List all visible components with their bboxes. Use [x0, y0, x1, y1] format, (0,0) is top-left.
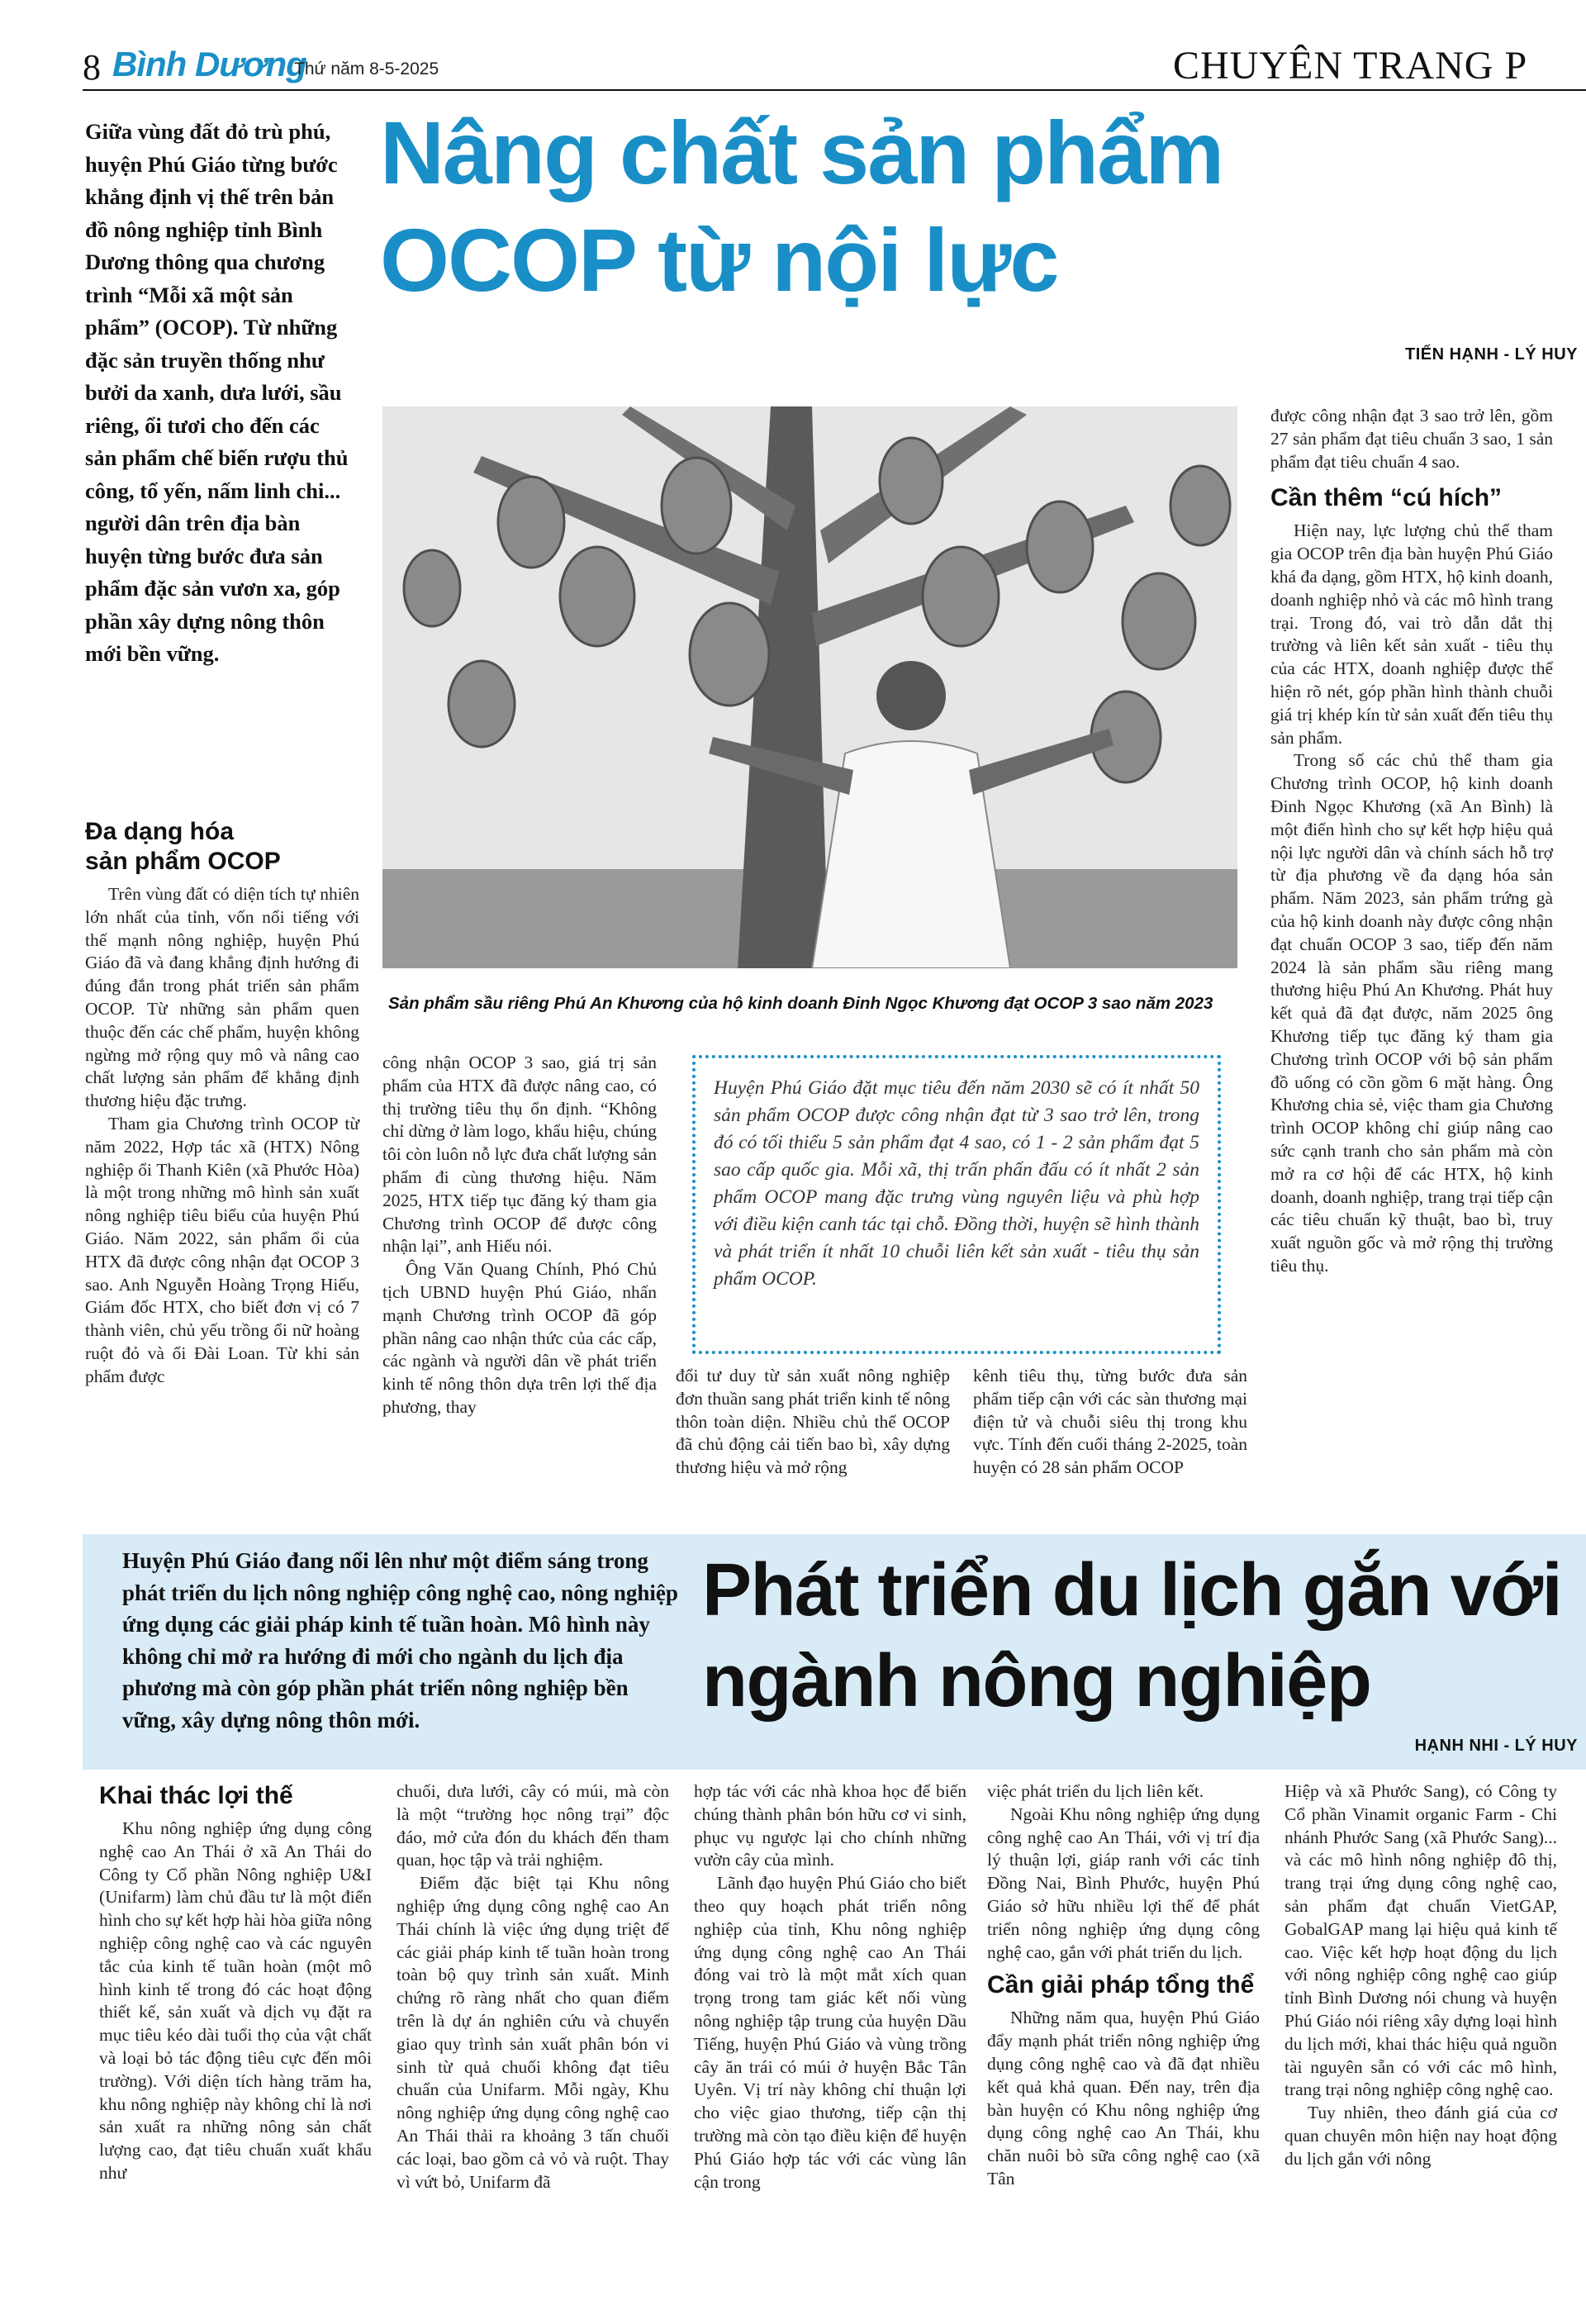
durian-orchard-illustration: [382, 406, 1237, 968]
article1-col3-paragraph-1: đổi tư duy từ sản xuất nông nghiệp đơn thuần sang phát triển kinh tế nông thôn toàn diện. Nhiều chủ thể OCOP đã chủ động cải tiến bao bì, xây dựng thương hiệu và mở rộng: [676, 1366, 950, 1478]
article2-col5-paragraph-2: Tuy nhiên, theo đánh giá của cơ quan chuyên môn hiện nay hoạt động du lịch gắn với nông: [1284, 2103, 1557, 2169]
article2-subhead-1: Khai thác lợi thế: [99, 1782, 293, 1809]
article1-subhead-2: Cần thêm “cú hích”: [1270, 484, 1503, 512]
article2-column-4: [987, 1780, 1260, 2191]
article1-title: [380, 99, 1536, 314]
article1-lead: Giữa vùng đất đỏ trù phú, huyện Phú Giáo từng bước khẳng định vị thế trên bản đồ nông nghiệp tỉnh Bình Dương thông qua chương trình “Mỗi xã một sản phẩm” (OCOP). Từ những đặc sản truyền thống như bưởi da xanh, dưa lưới, sầu riêng, ổi tươi cho đến các sản phẩm chế biến rượu thủ công, tổ yến, nấm linh chi... người dân trên địa bàn huyện từng bước đưa sản phẩm đặc sản vươn xa, góp phần xây dựng nông thôn mới bền vững.: [85, 119, 349, 666]
article1-photo-caption: Sản phẩm sầu riêng Phú An Khương của hộ kinh doanh Đinh Ngọc Khương đạt OCOP 3 sao năm 2023: [388, 994, 1213, 1013]
article2-lead-box: [122, 1545, 684, 1736]
article1-title-line2: OCOP từ nội lực: [380, 210, 1058, 310]
article1-subhead-1-line2: sản phẩm OCOP: [85, 848, 281, 875]
article2-column-2: [396, 1780, 669, 2193]
article2-lead: Huyện Phú Giáo đang nổi lên như một điểm sáng trong phát triển du lịch nông nghiệp công nghệ cao, nông nghiệp ứng dụng các giải pháp kinh tế tuần hoàn. Mô hình này không chỉ mở ra hướng đi mới cho ngành du lịch địa phương mà còn góp phần phát triển nông nghiệp bền vững, xây dựng nông thôn mới.: [122, 1548, 678, 1732]
article1-col2-paragraph-2: Ông Văn Quang Chính, Phó Chủ tịch UBND huyện Phú Giáo, nhấn mạnh Chương trình OCOP đã góp phần nâng cao nhận thức của các cấp, các ngành và người dân về phát triển kinh tế nông thôn dựa trên lợi thế địa phương, thay: [382, 1259, 657, 1417]
article1-col1-paragraph-2: Tham gia Chương trình OCOP từ năm 2022, Hợp tác xã (HTX) Nông nghiệp ổi Thanh Kiên (xã Phước Hòa) là một trong những mô hình sản xuất nông nghiệp tiêu biểu của huyện Phú Giáo. Năm 2022, sản phẩm ổi của HTX đã được công nhận đạt OCOP 3 sao. Anh Nguyễn Hoàng Trọng Hiếu, Giám đốc HTX, cho biết đơn vị có 7 thành viên, chủ yếu trồng ổi nữ hoàng ruột đỏ và ổi Đài Loan. Từ khi sản phẩm được: [85, 1113, 359, 1386]
article1-col5-paragraph-1: được công nhận đạt 3 sao trở lên, gồm 27 sản phẩm đạt tiêu chuẩn 3 sao, 1 sản phẩm đạt tiêu chuẩn 4 sao.: [1270, 406, 1553, 472]
article1-col1-paragraph-1: Trên vùng đất có diện tích tự nhiên lớn nhất của tỉnh, vốn nổi tiếng với thế mạnh nông nghiệp, huyện Phú Giáo đã và đang khẳng định hướng đi đúng đắn trong phát triển sản phẩm OCOP. Từ những sản phẩm quen thuộc đến các chế phẩm, huyện không ngừng mở rộng quy mô và nâng cao chất lượng sản phẩm để khẳng định thương hiệu đặc trưng.: [85, 884, 359, 1111]
article2-col5-paragraph-1: Hiệp và xã Phước Sang), có Công ty Cổ phần Vinamit organic Farm - Chi nhánh Phước Sang (xã Phước Sang)... và các mô hình nông nghiệp đô thị, trang trại ứng dụng công nghệ cao, sản phẩm đạt chuẩn VietGAP, GobalGAP mang lại hiệu quả kinh tế cao. Việc kết hợp hoạt động du lịch với nông nghiệp công nghệ cao giúp tỉnh Bình Dương nói chung và huyện Phú Giáo nói riêng xây dựng loại hình du lịch mới, khai thác hiệu quả nguồn tài nguyên sẵn có với các mô hình, trang trại nông nghiệp công nghệ cao.: [1284, 1781, 1557, 2100]
article2-col4-paragraph-1: việc phát triển du lịch liên kết.: [987, 1781, 1204, 1801]
article2-col2-paragraph-2: Điểm đặc biệt tại Khu nông nghiệp ứng dụng công nghệ cao An Thái chính là việc ứng dụng triệt để các giải pháp kinh tế tuần hoàn trong toàn bộ quy trình sản xuất. Minh chứng rõ ràng nhất cho quan điểm trên là dự án nghiên cứu và chuyển giao quy trình sản xuất phân bón vi sinh từ quả chuối không đạt tiêu chuẩn của Unifarm. Mỗi ngày, Khu nông nghiệp ứng dụng công nghệ cao An Thái thải ra khoảng 3 tấn chuối các loại, bao gồm cả vỏ và ruột. Thay vì vứt bỏ, Unifarm đã: [396, 1873, 669, 2192]
article2-title-line2: ngành nông nghiệp: [702, 1640, 1371, 1723]
article1-col4-paragraph-1: kênh tiêu thụ, từng bước đưa sản phẩm tiếp cận với các sàn thương mại điện tử và chuỗi siêu thị trong khu vực. Tính đến cuối tháng 2-2025, toàn huyện có 28 sản phẩm OCOP: [973, 1366, 1247, 1478]
paper-logo: Bình Dương: [112, 45, 306, 83]
article1-col2-paragraph-1: công nhận OCOP 3 sao, giá trị sản phẩm của HTX đã được nâng cao, có thị trường tiêu thụ ổn định. “Không chỉ dừng ở làm logo, khẩu hiệu, chúng tôi còn luôn nỗ lực đưa chất lượng sản phẩm đi cùng thương hiệu. Năm 2025, HTX tiếp tục đăng ký tham gia Chương trình OCOP để được công nhận lại”, anh Hiếu nói.: [382, 1053, 657, 1257]
article2-column-3: [694, 1780, 966, 2193]
header-rule: [83, 89, 1586, 91]
article1-col5-paragraph-2: Hiện nay, lực lượng chủ thể tham gia OCOP trên địa bàn huyện Phú Giáo khá đa dạng, gồm HTX, hộ kinh doanh, doanh nghiệp nhỏ và các mô hình trang trại. Trong đó, vai trò dẫn dắt thị trường và liên kết sản xuất - tiêu thụ của các HTX, doanh nghiệp được thể hiện rõ nét, góp phần hình thành chuỗi giá trị khép kín từ sản xuất đến tiêu thụ sản phẩm.: [1270, 520, 1553, 748]
article1-column-5: [1270, 405, 1553, 1278]
article2-col4-paragraph-2: Ngoài Khu nông nghiệp ứng dụng công nghệ cao An Thái, với vị trí địa lý thuận lợi, giáp ranh với các tỉnh Đồng Nai, Bình Phước, huyện Phú Giáo sở hữu nhiều lợi thế để phát triển nông nghiệp ứng dụng công nghệ cao, gắn với phát triển du lịch.: [987, 1804, 1260, 1962]
article2-col3-paragraph-1: hợp tác với các nhà khoa học để biến chúng thành phân bón hữu cơ vi sinh, phục vụ ngược lại cho chính những vườn cây của mình.: [694, 1781, 966, 1870]
article1-col5-paragraph-3: Trong số các chủ thể tham gia Chương trình OCOP, hộ kinh doanh Đinh Ngọc Khương (xã An Bình) là một điển hình cho sự kết hợp hiệu quả nội lực người dân và chính sách hỗ trợ từ địa phương về đa dạng hóa sản phẩm. Năm 2023, sản phẩm trứng gà của hộ kinh doanh này được công nhận đạt chuẩn OCOP 3 sao, tiếp đến năm 2024 là sản phẩm sầu riêng mang thương hiệu Phú An Khương. Phát huy kết quả đã đạt được, năm 2025 ông Khương tiếp tục đăng ký tham gia Chương trình OCOP với bộ sản phẩm đồ uống có cồn gồm 6 mặt hàng. Ông Khương chia sẻ, việc tham gia Chương trình OCOP không chỉ giúp nâng cao sức cạnh tranh cho sản phẩm mà còn mở ra cơ hội để các HTX, hộ kinh doanh, doanh nghiệp, trang trại tiếp cận các tiêu chuẩn kỹ thuật, bao bì, truy xuất nguồn gốc và mở rộng thị trường tiêu thụ.: [1270, 750, 1553, 1276]
issue-date: Thứ năm 8-5-2025: [294, 59, 439, 78]
article2-title-line1: Phát triển du lịch gắn với: [702, 1549, 1562, 1632]
article1-column-1: [85, 812, 359, 1389]
article1-quote-text: Huyện Phú Giáo đặt mục tiêu đến năm 2030 sẽ có ít nhất 50 sản phẩm OCOP được công nhận đạt từ 3 sao trở lên, trong đó có tối thiểu 5 sản phẩm đạt 4 sao, có 1 - 2 sản phẩm đạt 5 sao cấp quốc gia. Mỗi xã, thị trấn phấn đấu có ít nhất 2 sản phẩm OCOP mang đặc trưng vùng nguyên liệu và phù hợp với điều kiện canh tác tại chỗ. Đồng thời, huyện sẽ hình thành và phát triển ít nhất 10 chuỗi liên kết sản xuất - tiêu thụ sản phẩm OCOP.: [714, 1077, 1199, 1290]
article2-title: [702, 1545, 1578, 1727]
article1-lead-column: [85, 116, 355, 671]
article1-column-4: [973, 1365, 1247, 1480]
article2-col4-paragraph-3: Những năm qua, huyện Phú Giáo đẩy mạnh phát triển nông nghiệp ứng dụng công nghệ cao và đã đạt nhiều kết quả khả quan. Đến nay, trên địa bàn huyện có Khu nông nghiệp ứng dụng công nghệ cao An Thái, khu chăn nuôi bò sữa công nghệ cao (xã Tân: [987, 2008, 1260, 2189]
article2-subhead-2: Cần giải pháp tổng thể: [987, 1971, 1255, 1999]
page-header: [83, 41, 1586, 91]
article1-quote-box: [692, 1055, 1221, 1354]
article2-col2-paragraph-1: chuối, dưa lưới, cây có múi, mà còn là một “trường học nông trại” độc đáo, mở cửa đón du khách đến tham quan, học tập và trải nghiệm.: [396, 1781, 669, 1870]
article1-subhead-1-line1: Đa dạng hóa: [85, 818, 235, 845]
article1-byline: TIẾN HẠNH - LÝ HUY: [1405, 345, 1578, 364]
article2-col1-paragraph-1: Khu nông nghiệp ứng dụng công nghệ cao An Thái ở xã An Thái do Công ty Cổ phần Nông nghiệp U&I (Unifarm) làm chủ đầu tư là một điển hình cho sự kết hợp hài hòa giữa nông nghiệp công nghệ cao và các nguyên tắc của kinh tế tuần hoàn (một mô hình kinh tế trong đó các hoạt động thiết kế, sản xuất và dịch vụ đặt ra mục tiêu kéo dài tuổi thọ của vật chất và loại bỏ tác động tiêu cực đến môi trường). Với diện tích hàng trăm ha, khu nông nghiệp này không chỉ là nơi sản xuất ra những nông sản chất lượng cao, đạt tiêu chuẩn xuất khẩu như: [99, 1818, 372, 2183]
article1-photo: [382, 406, 1237, 968]
article1-column-2: [382, 1052, 657, 1419]
article2-column-1: [99, 1776, 372, 2185]
article2-byline: HẠNH NHI - LÝ HUY: [1414, 1737, 1578, 1755]
article1-column-3: [676, 1365, 950, 1480]
page-number: 8: [83, 47, 101, 88]
article2-col3-paragraph-2: Lãnh đạo huyện Phú Giáo cho biết theo quy hoạch phát triển nông nghiệp của tỉnh, Khu nông nghiệp ứng dụng công nghệ cao An Thái đóng vai trò là một mắt xích quan trọng trong tam giác kết nối vùng nông nghiệp tập trung của huyện Dầu Tiếng, huyện Phú Giáo và vùng trồng cây ăn trái có múi ở huyện Bắc Tân Uyên. Vị trí này không chỉ thuận lợi cho việc giao thương, tiếp cận thị trường mà còn tạo điều kiện để huyện Phú Giáo hợp tác với các vùng lân cận trong: [694, 1873, 966, 2192]
article2-column-5: [1284, 1780, 1557, 2171]
section-title: CHUYÊN TRANG P: [1173, 44, 1528, 88]
article1-title-line1: Nâng chất sản phẩm: [380, 102, 1223, 202]
article1-subhead-1: [85, 817, 359, 877]
